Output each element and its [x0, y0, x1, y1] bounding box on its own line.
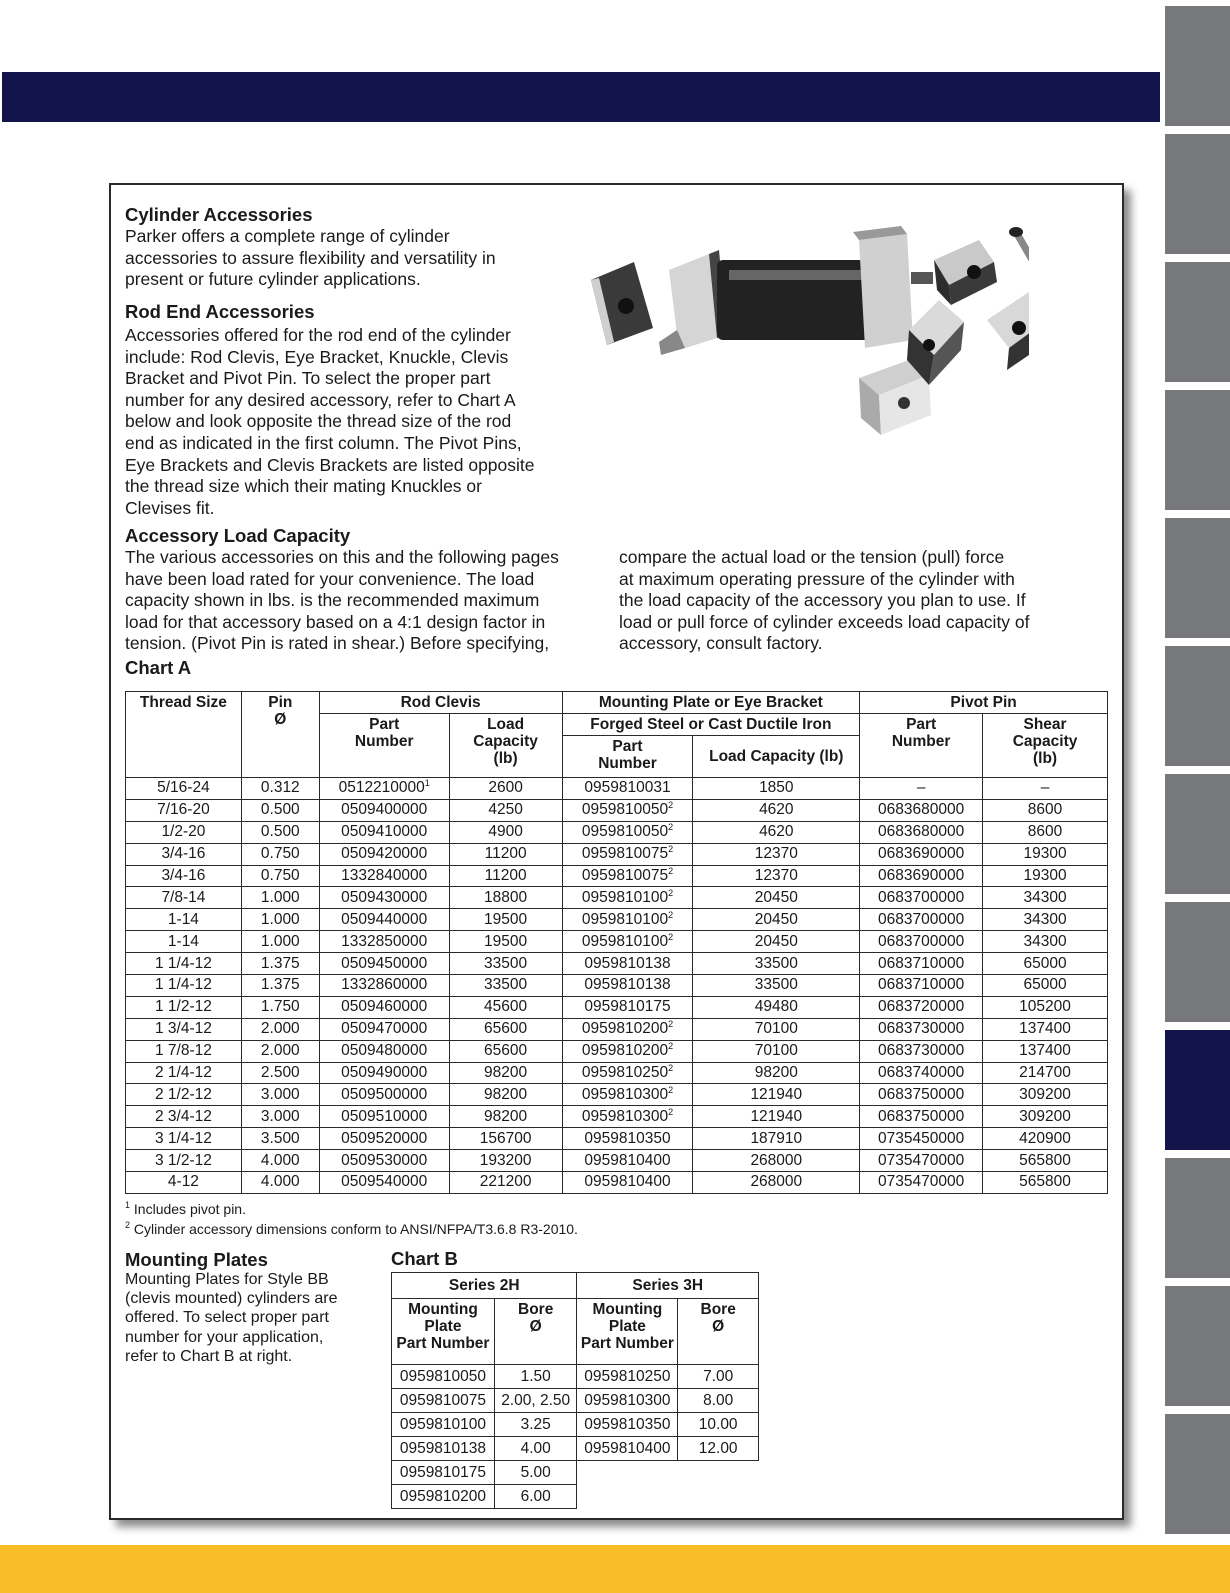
cell-rod-clevis-load: 98200 [449, 1084, 562, 1106]
col-header-mounting-plate-2h: Mounting Plate Part Number [392, 1299, 495, 1365]
eye-bracket-image [591, 262, 653, 345]
cell-rod-clevis-part: 0509510000 [319, 1106, 449, 1128]
cell-shear-capacity: – [983, 778, 1108, 800]
cell-rod-clevis-part: 0509470000 [319, 1018, 449, 1040]
cell-pivot-part: 0683700000 [860, 931, 983, 953]
cell-mounting-part: 0959810200$^2$ [562, 1018, 693, 1040]
cell-pin: 3.000 [241, 1084, 319, 1106]
footnote-1: $^1$ Includes pivot pin. [125, 1200, 246, 1217]
cell-plate-part-3h [577, 1461, 678, 1485]
cell-rod-clevis-load: 98200 [449, 1062, 562, 1084]
cell-thread-size: 3/4-16 [126, 865, 242, 887]
cell-thread-size: 1/2-20 [126, 821, 242, 843]
cell-mounting-load: 33500 [693, 953, 860, 975]
cell-bore-3h: 8.00 [678, 1389, 759, 1413]
cell-pivot-part: 0683680000 [860, 799, 983, 821]
cell-mounting-load: 20450 [693, 909, 860, 931]
cell-pin: 0.750 [241, 843, 319, 865]
table-row [392, 1485, 759, 1509]
cell-rod-clevis-load: 98200 [449, 1106, 562, 1128]
cell-rod-clevis-load: 18800 [449, 887, 562, 909]
cell-mounting-load: 20450 [693, 887, 860, 909]
col-header-mounting-load: Load Capacity (lb) [693, 736, 860, 778]
cell-rod-clevis-part: 0509490000 [319, 1062, 449, 1084]
cell-thread-size: 5/16-24 [126, 778, 242, 800]
cell-thread-size: 2 1/2-12 [126, 1084, 242, 1106]
cell-plate-part-2h: 0959810138 [392, 1437, 495, 1461]
cell-rod-clevis-load: 4250 [449, 799, 562, 821]
cell-plate-part-2h: 0959810050 [392, 1365, 495, 1389]
cell-pivot-part: 0735470000 [860, 1150, 983, 1172]
cell-shear-capacity: 8600 [983, 821, 1108, 843]
cell-rod-clevis-load: 11200 [449, 865, 562, 887]
cell-rod-clevis-part: 0509420000 [319, 843, 449, 865]
cell-shear-capacity: 309200 [983, 1084, 1108, 1106]
side-tab[interactable] [1165, 134, 1230, 254]
cell-pin: 1.750 [241, 996, 319, 1018]
cell-rod-clevis-part: 0512210000$^1$ [319, 778, 449, 800]
cell-shear-capacity: 19300 [983, 865, 1108, 887]
footnote-mark: 2 [668, 887, 674, 898]
cell-shear-capacity: 34300 [983, 887, 1108, 909]
cell-rod-clevis-part: 0509500000 [319, 1084, 449, 1106]
cell-bore-3h: 10.00 [678, 1413, 759, 1437]
footnote-mark: 2 [668, 822, 674, 833]
cell-pivot-part: 0735450000 [860, 1128, 983, 1150]
cell-shear-capacity: 137400 [983, 1018, 1108, 1040]
cell-thread-size: 3/4-16 [126, 843, 242, 865]
table-row [126, 909, 1108, 931]
cell-plate-part-2h: 0959810175 [392, 1461, 495, 1485]
cell-thread-size: 1 1/2-12 [126, 996, 242, 1018]
cell-shear-capacity: 8600 [983, 799, 1108, 821]
cell-mounting-load: 20450 [693, 931, 860, 953]
side-tab[interactable] [1165, 774, 1230, 894]
cell-mounting-load: 12370 [693, 865, 860, 887]
cell-pivot-part: 0683720000 [860, 996, 983, 1018]
cell-thread-size: 1-14 [126, 931, 242, 953]
cell-mounting-load: 187910 [693, 1128, 860, 1150]
cell-pin: 4.000 [241, 1172, 319, 1194]
mounting-plates-paragraph: Mounting Plates for Style BB (clevis mounted) cylinders are offered. To select proper part number for your application, refer to Chart B at right. [125, 1271, 338, 1365]
cell-pin: 1.000 [241, 887, 319, 909]
col-header-mounting-part: Part Number [562, 736, 693, 778]
cell-mounting-load: 70100 [693, 1018, 860, 1040]
col-header-rod-clevis-load: Load Capacity (lb) [449, 714, 562, 778]
side-tab-strip [1165, 0, 1230, 1541]
col-header-pin: Pin Ø [241, 692, 319, 778]
footnote-mark: 2 [668, 866, 674, 876]
cell-rod-clevis-part: 0509400000 [319, 799, 449, 821]
cell-pivot-part: 0683690000 [860, 865, 983, 887]
footnote-2: $^2$ Cylinder accessory dimensions conform to ANSI/NFPA/T3.6.8 R3-2010. [125, 1220, 578, 1237]
pivot-pin-image [1009, 227, 1029, 275]
cell-bore-2h: 1.50 [494, 1365, 577, 1389]
cell-bore-2h: 3.25 [494, 1413, 577, 1437]
cell-shear-capacity: 309200 [983, 1106, 1108, 1128]
table-row [126, 865, 1108, 887]
table-row [126, 887, 1108, 909]
table-row [126, 931, 1108, 953]
cell-thread-size: 3 1/2-12 [126, 1150, 242, 1172]
cell-rod-clevis-part: 0509480000 [319, 1040, 449, 1062]
table-row [126, 996, 1108, 1018]
col-header-shear-capacity: Shear Capacity (lb) [983, 714, 1108, 778]
cell-mounting-part: 0959810400 [562, 1150, 693, 1172]
cell-shear-capacity: 34300 [983, 909, 1108, 931]
cell-mounting-part: 0959810100$^2$ [562, 931, 693, 953]
cell-rod-clevis-load: 65600 [449, 1040, 562, 1062]
chart-b-body [392, 1365, 759, 1509]
col-header-forged-steel: Forged Steel or Cast Ductile Iron [562, 714, 860, 736]
cell-pin: 1.375 [241, 953, 319, 975]
side-tab[interactable] [1165, 1414, 1230, 1534]
cell-shear-capacity: 420900 [983, 1128, 1108, 1150]
side-tab[interactable] [1165, 6, 1230, 126]
cell-bore-3h: 12.00 [678, 1437, 759, 1461]
table-row [126, 778, 1108, 800]
cell-rod-clevis-part: 1332860000 [319, 975, 449, 997]
side-tab[interactable] [1165, 390, 1230, 510]
cell-mounting-load: 4620 [693, 799, 860, 821]
cell-thread-size: 1 3/4-12 [126, 1018, 242, 1040]
cell-pivot-part: 0683740000 [860, 1062, 983, 1084]
cell-shear-capacity: 65000 [983, 975, 1108, 997]
cell-mounting-part: 0959810138 [562, 953, 693, 975]
cell-plate-part-3h: 0959810400 [577, 1437, 678, 1461]
cell-rod-clevis-load: 221200 [449, 1172, 562, 1194]
col-header-rod-clevis-part: Part Number [319, 714, 449, 778]
col-header-rod-clevis: Rod Clevis [319, 692, 562, 714]
section-title-rod-end: Rod End Accessories [125, 301, 315, 322]
cell-mounting-load: 33500 [693, 975, 860, 997]
table-row [126, 953, 1108, 975]
side-tab-active[interactable] [1165, 1030, 1230, 1150]
cell-pin: 2.000 [241, 1040, 319, 1062]
col-header-bore-3h: Bore Ø [678, 1299, 759, 1365]
footnote-mark: 1 [424, 778, 430, 789]
chart-a-table [125, 691, 1108, 1194]
footnote-mark: 2 [668, 1084, 674, 1095]
table-row [126, 1084, 1108, 1106]
cell-bore-2h: 4.00 [494, 1437, 577, 1461]
cell-plate-part-3h: 0959810250 [577, 1365, 678, 1389]
cell-rod-clevis-part: 0509540000 [319, 1172, 449, 1194]
cell-mounting-part: 0959810050$^2$ [562, 821, 693, 843]
cell-mounting-load: 70100 [693, 1040, 860, 1062]
cell-plate-part-2h: 0959810200 [392, 1485, 495, 1509]
cell-thread-size: 1-14 [126, 909, 242, 931]
cell-mounting-part: 0959810200$^2$ [562, 1040, 693, 1062]
rod-clevis-image [934, 240, 997, 305]
cell-bore-2h: 6.00 [494, 1485, 577, 1509]
content-panel [109, 183, 1124, 1520]
cell-rod-clevis-part: 0509410000 [319, 821, 449, 843]
footnote-mark: 2 [668, 1106, 674, 1117]
cell-mounting-part: 0959810050$^2$ [562, 799, 693, 821]
footnote-mark: 2 [668, 844, 674, 855]
cell-mounting-part: 0959810100$^2$ [562, 887, 693, 909]
table-row [126, 1018, 1108, 1040]
cell-pivot-part: 0683700000 [860, 909, 983, 931]
cell-plate-part-3h: 0959810300 [577, 1389, 678, 1413]
cell-rod-clevis-load: 33500 [449, 975, 562, 997]
cell-pivot-part: – [860, 778, 983, 800]
cell-rod-clevis-load: 33500 [449, 953, 562, 975]
footnote-mark: 2 [668, 800, 674, 811]
cell-shear-capacity: 105200 [983, 996, 1108, 1018]
cell-plate-part-2h: 0959810100 [392, 1413, 495, 1437]
cell-rod-clevis-part: 0509440000 [319, 909, 449, 931]
rod-end-paragraph: Accessories offered for the rod end of the cylinder include: Rod Clevis, Eye Bracket, Knuckle, Clevis Bracket and Pivot Pin. To select the proper part number for any desired accessory, refer to Chart A below and look opposite the thread size of the rod end as indicated in the first column. The Pivot Pins, Eye Brackets and Clevis Brackets are listed opposite the thread size which their mating Knuckles or Clevises fit. [125, 325, 535, 518]
cell-pin: 4.000 [241, 1150, 319, 1172]
cell-rod-clevis-load: 193200 [449, 1150, 562, 1172]
cell-rod-clevis-part: 1332840000 [319, 865, 449, 887]
cell-rod-clevis-load: 19500 [449, 909, 562, 931]
cell-mounting-part: 0959810350 [562, 1128, 693, 1150]
col-header-mounting-plate-3h: Mounting Plate Part Number [577, 1299, 678, 1365]
load-capacity-paragraph-right: compare the actual load or the tension (pull) force at maximum operating pressure of the cylinder with the load capacity of the accessory you plan to use. If load or pull force of cylinder exceeds load capacity of accessory, consult factory. [619, 547, 1030, 654]
cell-mounting-load: 268000 [693, 1172, 860, 1194]
cell-mounting-load: 1850 [693, 778, 860, 800]
col-header-pivot-part: Part Number [860, 714, 983, 778]
table-row [126, 1150, 1108, 1172]
cell-rod-clevis-load: 4900 [449, 821, 562, 843]
side-tab[interactable] [1165, 1158, 1230, 1278]
cell-shear-capacity: 34300 [983, 931, 1108, 953]
cell-mounting-part: 0959810138 [562, 975, 693, 997]
cell-rod-clevis-load: 11200 [449, 843, 562, 865]
cell-pin: 3.500 [241, 1128, 319, 1150]
cell-rod-clevis-load: 2600 [449, 778, 562, 800]
footnote-mark: 2 [668, 1063, 674, 1074]
cell-pin: 0.500 [241, 821, 319, 843]
col-header-series-2h: Series 2H [392, 1273, 577, 1299]
intro-paragraph: Parker offers a complete range of cylinder accessories to assure flexibility and versatility in present or future cylinder applications. [125, 226, 496, 290]
table-row [126, 1128, 1108, 1150]
load-capacity-paragraph-left: The various accessories on this and the following pages have been load rated for your convenience. The load capacity shown in lbs. is the recommended maximum load for that accessory based on a 4:1 design factor in tension. (Pivot Pin is rated in shear.) Before specifying, [125, 547, 559, 654]
cell-plate-part-3h: 0959810350 [577, 1413, 678, 1437]
cell-rod-clevis-load: 65600 [449, 1018, 562, 1040]
table-row [392, 1413, 759, 1437]
cylinder-image [659, 226, 933, 355]
cell-shear-capacity: 214700 [983, 1062, 1108, 1084]
section-title-mounting-plates: Mounting Plates [125, 1249, 268, 1270]
cell-rod-clevis-load: 45600 [449, 996, 562, 1018]
section-title-cylinder-accessories: Cylinder Accessories [125, 204, 313, 225]
cell-pivot-part: 0683730000 [860, 1040, 983, 1062]
cell-shear-capacity: 137400 [983, 1040, 1108, 1062]
cell-shear-capacity: 65000 [983, 953, 1108, 975]
cell-bore-2h: 2.00, 2.50 [494, 1389, 577, 1413]
cell-pivot-part: 0683710000 [860, 953, 983, 975]
table-row [126, 1040, 1108, 1062]
cell-pivot-part: 0683680000 [860, 821, 983, 843]
cell-mounting-load: 121940 [693, 1106, 860, 1128]
cell-mounting-load: 49480 [693, 996, 860, 1018]
table-row [126, 1062, 1108, 1084]
cell-shear-capacity: 565800 [983, 1150, 1108, 1172]
cell-pin: 2.500 [241, 1062, 319, 1084]
cell-pin: 0.312 [241, 778, 319, 800]
cell-rod-clevis-part: 0509430000 [319, 887, 449, 909]
cell-mounting-load: 98200 [693, 1062, 860, 1084]
footnote-mark: 2 [668, 1019, 674, 1030]
cell-rod-clevis-part: 0509460000 [319, 996, 449, 1018]
cell-rod-clevis-part: 1332850000 [319, 931, 449, 953]
cell-mounting-part: 0959810300$^2$ [562, 1084, 693, 1106]
cell-pivot-part: 0683730000 [860, 1018, 983, 1040]
cell-mounting-load: 12370 [693, 843, 860, 865]
col-header-bore-2h: Bore Ø [494, 1299, 577, 1365]
table-row [126, 975, 1108, 997]
table-row [126, 821, 1108, 843]
cell-plate-part-2h: 0959810075 [392, 1389, 495, 1413]
eye-bracket-image-right [987, 292, 1029, 370]
cell-pivot-part: 0683750000 [860, 1106, 983, 1128]
table-row [392, 1389, 759, 1413]
col-header-pivot-pin: Pivot Pin [860, 692, 1108, 714]
cell-mounting-part: 0959810031 [562, 778, 693, 800]
cell-mounting-part: 0959810075$^2$ [562, 865, 693, 887]
cell-pin: 0.750 [241, 865, 319, 887]
cell-rod-clevis-part: 0509520000 [319, 1128, 449, 1150]
section-title-load-capacity: Accessory Load Capacity [125, 525, 351, 546]
side-tab[interactable] [1165, 902, 1230, 1022]
cell-plate-part-3h [577, 1485, 678, 1509]
table-row [126, 799, 1108, 821]
cell-bore-2h: 5.00 [494, 1461, 577, 1485]
cell-thread-size: 7/16-20 [126, 799, 242, 821]
table-row [126, 1106, 1108, 1128]
chart-b-table [391, 1272, 759, 1509]
cell-mounting-part: 0959810300$^2$ [562, 1106, 693, 1128]
cell-rod-clevis-load: 19500 [449, 931, 562, 953]
cell-pin: 2.000 [241, 1018, 319, 1040]
cell-rod-clevis-load: 156700 [449, 1128, 562, 1150]
cell-thread-size: 1 1/4-12 [126, 975, 242, 997]
table-row [392, 1365, 759, 1389]
header-bar [2, 72, 1160, 122]
cell-pin: 3.000 [241, 1106, 319, 1128]
cell-mounting-load: 268000 [693, 1150, 860, 1172]
cell-mounting-load: 4620 [693, 821, 860, 843]
cell-mounting-part: 0959810100$^2$ [562, 909, 693, 931]
cell-thread-size: 1 7/8-12 [126, 1040, 242, 1062]
cell-pivot-part: 0735470000 [860, 1172, 983, 1194]
cell-thread-size: 3 1/4-12 [126, 1128, 242, 1150]
cell-thread-size: 2 3/4-12 [126, 1106, 242, 1128]
cell-mounting-part: 0959810075$^2$ [562, 843, 693, 865]
cell-rod-clevis-part: 0509450000 [319, 953, 449, 975]
cell-thread-size: 1 1/4-12 [126, 953, 242, 975]
chart-a-body [126, 778, 1108, 1194]
chart-b-title: Chart B [391, 1248, 458, 1269]
cell-mounting-part: 0959810175 [562, 996, 693, 1018]
cell-thread-size: 4-12 [126, 1172, 242, 1194]
side-tab[interactable] [1165, 518, 1230, 638]
cell-bore-3h: 7.00 [678, 1365, 759, 1389]
cell-pin: 1.000 [241, 931, 319, 953]
col-header-mounting-plate: Mounting Plate or Eye Bracket [562, 692, 860, 714]
col-header-thread-size: Thread Size [126, 692, 242, 778]
cell-bore-3h [678, 1461, 759, 1485]
side-tab[interactable] [1165, 1286, 1230, 1406]
cylinder-accessories-photo [589, 210, 1029, 440]
col-header-series-3h: Series 3H [577, 1273, 759, 1299]
cell-pin: 1.000 [241, 909, 319, 931]
cell-mounting-part: 0959810400 [562, 1172, 693, 1194]
cell-thread-size: 7/8-14 [126, 887, 242, 909]
cell-rod-clevis-part: 0509530000 [319, 1150, 449, 1172]
table-row [126, 843, 1108, 865]
cell-shear-capacity: 19300 [983, 843, 1108, 865]
cell-pivot-part: 0683690000 [860, 843, 983, 865]
cell-thread-size: 2 1/4-12 [126, 1062, 242, 1084]
footnote-mark: 2 [668, 931, 674, 942]
cell-bore-3h [678, 1485, 759, 1509]
cell-mounting-load: 121940 [693, 1084, 860, 1106]
footer-bar [0, 1545, 1230, 1593]
footnote-mark: 2 [668, 1041, 674, 1052]
cell-pin: 0.500 [241, 799, 319, 821]
side-tab[interactable] [1165, 646, 1230, 766]
cell-pivot-part: 0683700000 [860, 887, 983, 909]
footnote-mark: 2 [668, 909, 674, 920]
table-row [392, 1437, 759, 1461]
chart-a-title: Chart A [125, 657, 192, 678]
cell-pivot-part: 0683750000 [860, 1084, 983, 1106]
cell-shear-capacity: 565800 [983, 1172, 1108, 1194]
cell-pin: 1.375 [241, 975, 319, 997]
table-row [392, 1461, 759, 1485]
table-row [126, 1172, 1108, 1194]
cell-mounting-part: 0959810250$^2$ [562, 1062, 693, 1084]
cell-pivot-part: 0683710000 [860, 975, 983, 997]
side-tab[interactable] [1165, 262, 1230, 382]
